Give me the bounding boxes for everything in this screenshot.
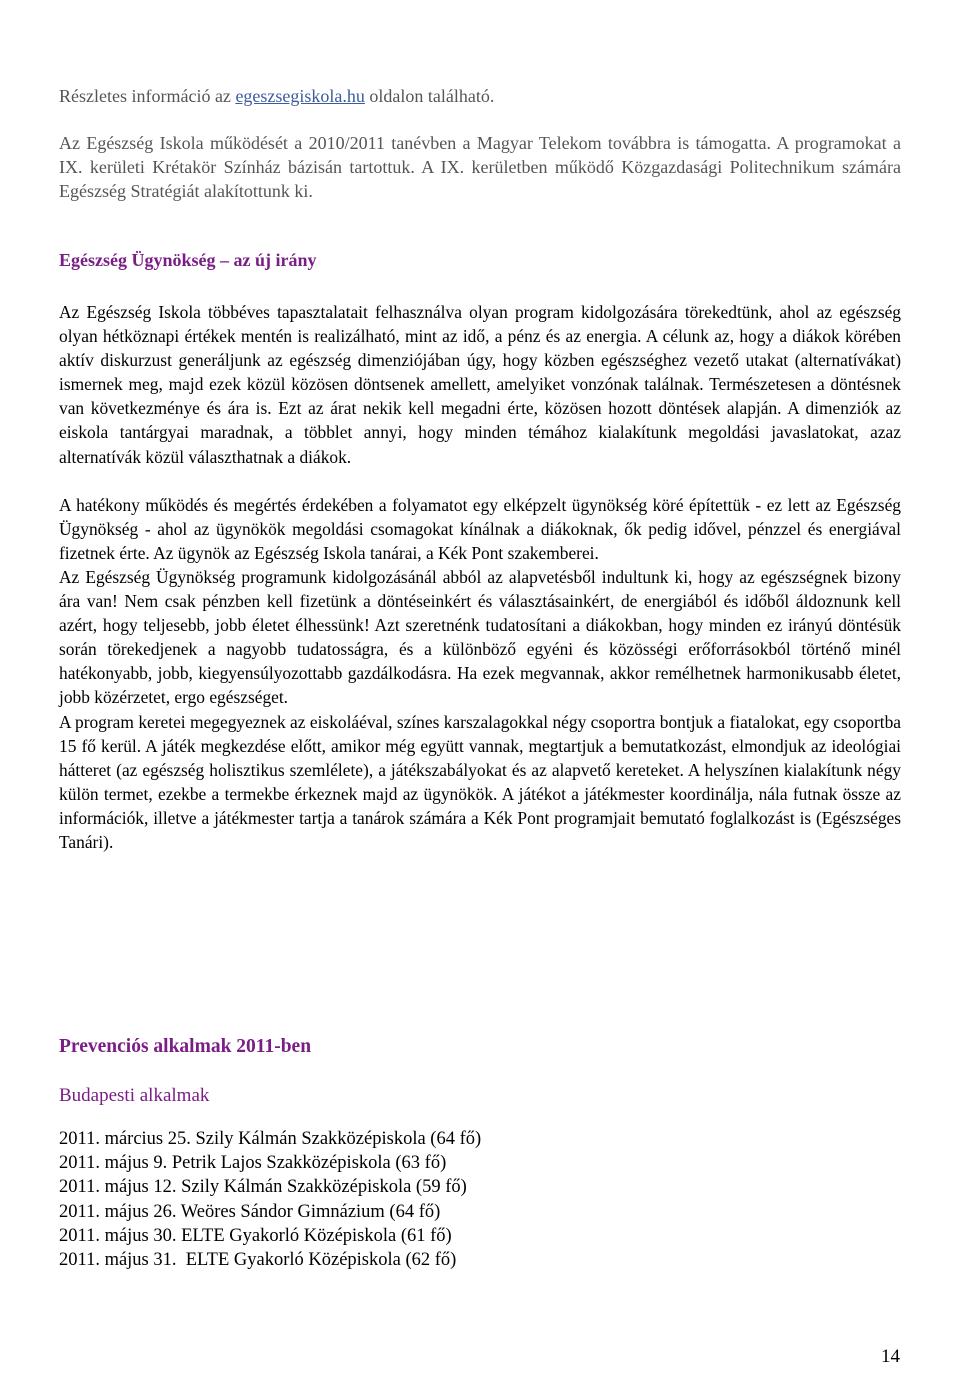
section-heading-egeszseg-ugynokseg: Egészség Ügynökség – az új irány <box>59 250 317 270</box>
event-list-item: 2011. május 9. Petrik Lajos Szakközépiskola (63 fő) <box>59 1153 447 1174</box>
event-list-item: 2011. május 26. Weöres Sándor Gimnázium (64 fő) <box>59 1201 441 1222</box>
body-paragraph: A hatékony működés és megértés érdekében a folyamatot egy elképzelt ügynökség köré építettük - ez lett az Egészség Ügynökség - ahol az ügynökök megoldási csomagokat kínálnak a diákoknak, ők pedig idővel, pénzzel és energiával fizetnek érte. Az ügynök az Egészség Iskola tanárai, a Kék Pont szakemberei. <box>59 494 901 563</box>
intro-line <box>59 84 901 108</box>
page-number: 14 <box>881 1346 900 1367</box>
event-list-item: 2011. március 25. Szily Kálmán Szakközépiskola (64 fő) <box>59 1129 482 1149</box>
intro-paragraph: Az Egészség Iskola működését a 2010/2011 tanévben a Magyar Telekom továbbra is támogatta. A programokat a IX. kerületi Krétakör Színház bázisán tartottuk. A IX. kerületben működő Közgazdasági Politechnikum számára Egészség Stratégiát alakítottunk ki. <box>59 133 901 201</box>
body-paragraph: A program keretei megegyeznek az eiskoláéval, színes karszalagokkal négy csoportra bontjuk a fiatalokat, egy csoportba 15 fő kerül. A játék megkezdése előtt, amikor még együtt vannak, megtartjuk a bemutatkozást, elmondjuk az ideológiai hátteret (az egészség holisztikus szemlélete), a játékszabályokat és az alapvető kereteket. A helyszínen kialakítunk négy külön termet, ezekbe a termekbe érkeznek majd az ügynökök. A játékot a játékmester koordinálja, nála futnak össze az információk, illetve a játékmester tartja a tanárok számára a Kék Pont programjait bemutató foglalkozást is (Egészséges Tanári). <box>59 711 901 852</box>
website-link[interactable]: egeszsegiskola.hu <box>235 86 365 106</box>
event-list-item: 2011. május 31. ELTE Gyakorló Középiskola (62 fő) <box>59 1250 457 1271</box>
event-list <box>59 1127 481 1272</box>
body-paragraph: Az Egészség Ügynökség programunk kidolgozásánál abból az alapvetésből indultunk ki, hogy az egészségnek bizony ára van! Nem csak pénzben kell fizetünk a döntéseinkért és választásainkért, de energiából és időből áldoznunk kell azért, hogy teljesebb, jobb életet élhessünk! Azt szeretnénk tudatosítani a diákokban, hogy minden ez irányú döntésük során törekedjenek a nagyobb tudatosságra, és a különböző egyéni és közösségi erőforrásokból történő minél hatékonyabb, jobb, kiegyensúlyozottabb gazdálkodásra. Ha ezek megvannak, akkor remélhetnek harmonikusabb életet, jobb közérzetet, ergo egészséget. <box>59 566 901 708</box>
section1-body <box>59 300 901 854</box>
intro-text-before-link: Részletes információ az <box>59 86 236 106</box>
intro-text-after-link: oldalon található. <box>364 86 495 106</box>
subheading-budapesti-alkalmak: Budapesti alkalmak <box>59 1085 210 1106</box>
event-list-item: 2011. május 30. ELTE Gyakorló Középiskola (61 fő) <box>59 1225 452 1246</box>
section-heading-prevencios-alkalmak: Prevenciós alkalmak 2011-ben <box>59 1036 312 1057</box>
body-paragraph: Az Egészség Iskola többéves tapasztalatait felhasználva olyan program kidolgozására törekedtünk, ahol az egészség olyan hétköznapi értékek mentén is realizálható, mint az idő, a pénz és az energia. A célunk az, hogy a diákok körében aktív diskurzust generáljunk az egészség dimenziójában úgy, hogy közben egészséghez vezető utakat (alternatívákat) ismernek meg, majd ezek közül közösen döntsenek amellett, amelyiket vonzónak találnak. Természetesen a döntésnek van következménye és ára is. Ezt az árat nekik kell megadni érte, közösen hozott döntések alapján. A dimenziók az eiskola tantárgyai maradnak, a többlet annyi, hogy minden témához kialakítunk megoldási javaslatokat, azaz alternatívák közül választhatnak a diákok. <box>59 302 901 467</box>
event-list-item: 2011. május 12. Szily Kálmán Szakközépiskola (59 fő) <box>59 1177 467 1198</box>
